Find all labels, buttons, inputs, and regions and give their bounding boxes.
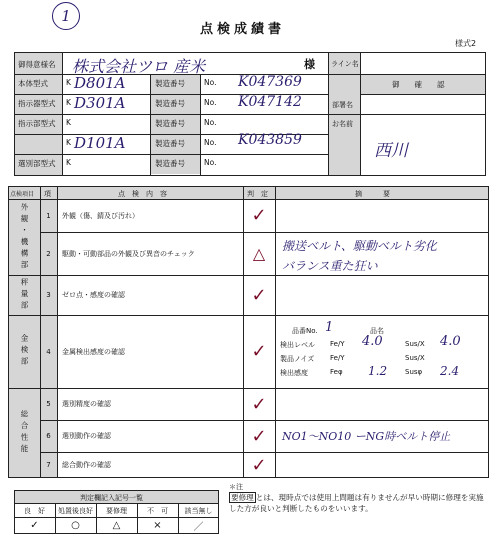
model-prefix: K <box>66 138 71 147</box>
col-head-judge: 判 定 <box>247 190 268 198</box>
product-name-label: 品名 <box>370 327 384 335</box>
circled-number-text: 1 <box>61 7 71 25</box>
group-label: 総合性能 <box>20 410 29 456</box>
legend-symbol: ✓ <box>30 520 39 531</box>
col-head-no: 項 <box>44 190 51 198</box>
model-prefix: K <box>66 158 71 167</box>
noise-fe: Fe/Y <box>330 354 345 362</box>
note-mark: ＊注 <box>229 483 243 491</box>
legend-symbol: ／ <box>193 522 204 533</box>
sens-fe-value: 1.2 <box>368 364 388 378</box>
row-no: 4 <box>46 347 51 356</box>
model-value: D101A <box>74 134 126 152</box>
row-no: 6 <box>46 432 51 440</box>
serial-no-prefix: No. <box>204 78 217 87</box>
col-head-remark: 摘 要 <box>355 190 390 198</box>
row-no: 1 <box>46 211 51 220</box>
model-row-label: 選別部型式 <box>18 159 56 168</box>
level-label: 検出レベル <box>280 341 315 349</box>
noise-sus: Sus/X <box>405 354 425 362</box>
group-label: 秤量部 <box>20 277 29 313</box>
sens-sus-value: 2.4 <box>440 364 460 378</box>
serial-label: 製造番号 <box>155 119 185 128</box>
note-block <box>229 492 491 514</box>
level-fe: Fe/Y <box>330 340 345 348</box>
serial-label: 製造番号 <box>155 139 185 148</box>
legend-label: 不 可 <box>147 506 168 515</box>
product-no-label: 品番No. <box>292 327 318 335</box>
serial-label: 製造番号 <box>155 79 185 88</box>
level-fe-value: 4.0 <box>362 334 383 349</box>
approval-label: 御 確 認 <box>392 80 445 89</box>
row-content: 選別動作の確認 <box>62 432 111 440</box>
legend-symbol: △ <box>112 520 121 531</box>
model-prefix: K <box>66 78 71 87</box>
model-value: D301A <box>74 94 126 112</box>
group-label: 金検部 <box>20 334 29 369</box>
col-head-item: 点検項目 <box>10 191 35 198</box>
row-content: 総合動作の確認 <box>62 461 111 469</box>
row-content: ゼロ点・感度の確認 <box>62 291 125 299</box>
row-judge: ✓ <box>251 284 267 306</box>
model-prefix: K <box>66 98 71 107</box>
legend-label: 処置後良好 <box>58 506 93 515</box>
level-sus-value: 4.0 <box>440 334 461 349</box>
name-value: 西川 <box>374 141 408 161</box>
row-no: 2 <box>46 249 51 258</box>
col-head-content: 点 検 内 容 <box>118 190 167 198</box>
customer-label: 御得意様名 <box>18 60 56 69</box>
row-judge: △ <box>252 244 266 263</box>
remark-row-2: 搬送ベルト、駆動ベルト劣化 バランス重た狂い <box>282 239 437 273</box>
circled-number <box>52 2 80 30</box>
legend-title: 判定欄記入記号一覧 <box>80 494 143 502</box>
serial-no-prefix: No. <box>204 118 217 127</box>
legend-label: 良 好 <box>24 506 45 515</box>
legend-symbol: ○ <box>71 520 80 531</box>
model-value: D801A <box>74 74 126 92</box>
model-prefix: K <box>66 118 71 127</box>
row-content: 選別精度の確認 <box>62 400 111 408</box>
page-title: 点検成績書 <box>200 22 286 37</box>
row-no: 3 <box>46 291 51 299</box>
row-judge: ✓ <box>251 205 267 226</box>
sens-sus: Susφ <box>405 368 423 376</box>
model-row-label: 指示器型式 <box>18 99 56 108</box>
note-highlight: 要修理 <box>231 493 254 502</box>
serial-value: K047142 <box>238 94 302 110</box>
row-no: 5 <box>46 400 51 408</box>
row-judge: ✓ <box>251 341 267 362</box>
note-text: とは、現時点では使用上問題は有りませんが早い時期に修理を実施した方が良いと判断したものをいいます。 <box>229 493 484 513</box>
row-content: 外観（傷、錆及び汚れ） <box>62 211 139 220</box>
line-name-label: ライン名 <box>331 60 359 68</box>
serial-no-prefix: No. <box>204 98 217 107</box>
legend-label: 要修理 <box>106 506 127 515</box>
remark-row-6: NO1〜NO10 ーNG時ベルト停止 <box>282 430 451 443</box>
row-judge: ✓ <box>251 393 267 415</box>
customer-name: 株式会社ツロ 産米 <box>72 57 206 76</box>
level-sus: Sus/X <box>405 340 425 348</box>
serial-value: K047369 <box>238 74 302 90</box>
row-content: 駆動・可動部品の外観及び異音のチェック <box>62 249 195 258</box>
model-row-label: 指示部型式 <box>18 119 56 128</box>
serial-no-prefix: No. <box>204 158 217 167</box>
sens-fe: Feφ <box>330 368 343 376</box>
name-label: お名前 <box>332 120 353 128</box>
row-judge: ✓ <box>251 454 267 476</box>
noise-label: 製品ノイズ <box>280 355 315 363</box>
row-no: 7 <box>46 461 51 469</box>
serial-label: 製造番号 <box>155 159 185 168</box>
serial-label: 製造番号 <box>155 99 185 108</box>
legend-symbol: × <box>153 520 162 531</box>
sama-text: 様 <box>304 58 315 71</box>
legend-label: 該当無し <box>184 506 213 515</box>
row-content: 金属検出感度の確認 <box>62 347 125 356</box>
dept-label: 部署名 <box>332 101 353 109</box>
serial-value: K043859 <box>238 132 302 148</box>
sens-label: 検出感度 <box>280 369 308 377</box>
product-no-value: 1 <box>325 320 334 335</box>
serial-no-prefix: No. <box>204 138 217 147</box>
group-label: 外観・機構部 <box>20 202 29 272</box>
row-judge: ✓ <box>251 425 267 447</box>
model-row-label: 本体型式 <box>18 79 48 88</box>
form-label: 様式2 <box>455 39 477 48</box>
